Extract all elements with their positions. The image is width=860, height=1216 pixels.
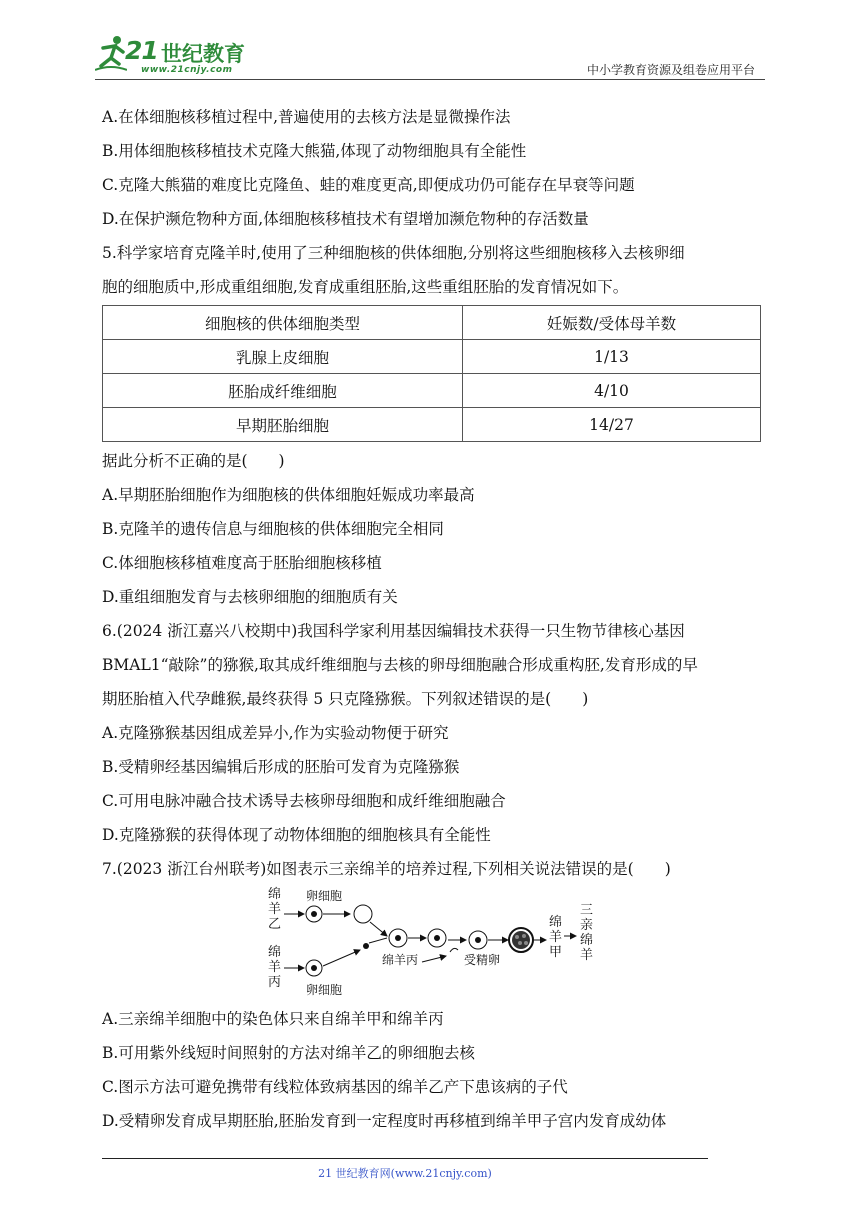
table-header-cell: 细胞核的供体细胞类型	[103, 306, 463, 340]
q4-option-a: A.在体细胞核移植过程中,普遍使用的去核方法是显微操作法	[102, 108, 511, 126]
egg-top-label: 卵细胞	[306, 889, 343, 903]
sheep-b-char: 绵	[268, 887, 282, 902]
q6-stem-line-3: 期胚胎植入代孕雌猴,最终获得 5 只克隆猕猴。下列叙述错误的是( )	[102, 690, 589, 708]
q4-option-c: C.克隆大熊猫的难度比克隆鱼、蛙的难度更高,即便成功仍可能存在早衰等问题	[102, 176, 635, 194]
q5-stem-line-2: 胞的细胞质中,形成重组细胞,发育成重组胚胎,这些重组胚胎的发育情况如下。	[102, 278, 629, 296]
q5-data-table	[102, 305, 761, 442]
q4-option-b: B.用体细胞核移植技术克隆大熊猫,体现了动物细胞具有全能性	[102, 142, 527, 160]
sheep-a-char: 绵	[549, 915, 563, 930]
result-char: 羊	[580, 948, 594, 963]
footer-divider	[102, 1158, 708, 1159]
header-tagline: 中小学教育资源及组卷应用平台	[586, 63, 755, 77]
result-char: 三	[580, 903, 594, 918]
q7-stem: 7.(2023 浙江台州联考)如图表示三亲绵羊的培养过程,下列相关说法错误的是( )	[102, 860, 671, 878]
sheep-c-char: 丙	[268, 975, 282, 990]
table-row	[103, 374, 761, 408]
site-logo	[95, 34, 265, 80]
header-divider	[95, 79, 765, 80]
table-cell: 14/27	[463, 408, 761, 442]
sheep-c-label: 绵羊丙	[382, 953, 419, 967]
q6-option-a: A.克隆猕猴基因组成差异小,作为实验动物便于研究	[102, 724, 449, 742]
sheep-c-char: 羊	[268, 960, 282, 975]
table-cell: 乳腺上皮细胞	[103, 340, 463, 374]
sheep-a-char: 羊	[549, 930, 563, 945]
table-cell: 早期胚胎细胞	[103, 408, 463, 442]
q7-diagram	[102, 886, 766, 1002]
q5-prompt: 据此分析不正确的是( )	[102, 452, 285, 470]
q7-option-d: D.受精卵发育成早期胚胎,胚胎发育到一定程度时再移植到绵羊甲子宫内发育成幼体	[102, 1112, 667, 1130]
q5-option-a: A.早期胚胎细胞作为细胞核的供体细胞妊娠成功率最高	[102, 486, 475, 504]
q7-option-a: A.三亲绵羊细胞中的染色体只来自绵羊甲和绵羊丙	[102, 1010, 444, 1028]
result-char: 亲	[580, 918, 594, 933]
sheep-a-char: 甲	[549, 945, 563, 960]
page-content	[102, 100, 766, 1138]
logo-name: 世纪教育	[161, 42, 245, 66]
sheep-c-char: 绵	[268, 945, 282, 960]
sheep-b-char: 羊	[268, 902, 282, 917]
q6-option-c: C.可用电脉冲融合技术诱导去核卵母细胞和成纤维细胞融合	[102, 792, 506, 810]
table-cell: 胚胎成纤维细胞	[103, 374, 463, 408]
table-header-row	[103, 306, 761, 340]
table-header-cell: 妊娠数/受体母羊数	[463, 306, 761, 340]
three-parent-sheep-diagram	[262, 886, 602, 998]
q6-option-b: B.受精卵经基因编辑后形成的胚胎可发育为克隆猕猴	[102, 758, 460, 776]
q5-option-b: B.克隆羊的遗传信息与细胞核的供体细胞完全相同	[102, 520, 444, 538]
table-row	[103, 340, 761, 374]
sheep-b-char: 乙	[268, 917, 282, 932]
q7-option-b: B.可用紫外线短时间照射的方法对绵羊乙的卵细胞去核	[102, 1044, 475, 1062]
q5-stem-line-1: 5.科学家培育克隆羊时,使用了三种细胞核的供体细胞,分别将这些细胞核移入去核卵细	[102, 244, 685, 262]
table-row	[103, 408, 761, 442]
table-cell: 1/13	[463, 340, 761, 374]
table-cell: 4/10	[463, 374, 761, 408]
fertilized-egg-label: 受精卵	[464, 953, 501, 967]
q6-stem-line-1: 6.(2024 浙江嘉兴八校期中)我国科学家利用基因编辑技术获得一只生物节律核心基因	[102, 622, 685, 640]
q6-stem-line-2: BMAL1“敲除”的猕猴,取其成纤维细胞与去核的卵母细胞融合形成重构胚,发育形成的早	[102, 656, 698, 674]
q5-option-d: D.重组细胞发育与去核卵细胞的细胞质有关	[102, 588, 398, 606]
logo-url: www.21cnjy.com	[141, 65, 233, 75]
page-header	[95, 34, 765, 80]
q6-option-d: D.克隆猕猴的获得体现了动物体细胞的细胞核具有全能性	[102, 826, 491, 844]
page-footer: 21 世纪教育网(www.21cnjy.com)	[318, 1167, 492, 1180]
logo-number: 21	[125, 36, 158, 65]
egg-bottom-label: 卵细胞	[306, 983, 343, 997]
q7-option-c: C.图示方法可避免携带有线粒体致病基因的绵羊乙产下患该病的子代	[102, 1078, 568, 1096]
runner-logo-icon	[95, 34, 127, 74]
q4-option-d: D.在保护濒危物种方面,体细胞核移植技术有望增加濒危物种的存活数量	[102, 210, 589, 228]
q5-option-c: C.体细胞核移植难度高于胚胎细胞核移植	[102, 554, 382, 572]
result-char: 绵	[580, 933, 594, 948]
